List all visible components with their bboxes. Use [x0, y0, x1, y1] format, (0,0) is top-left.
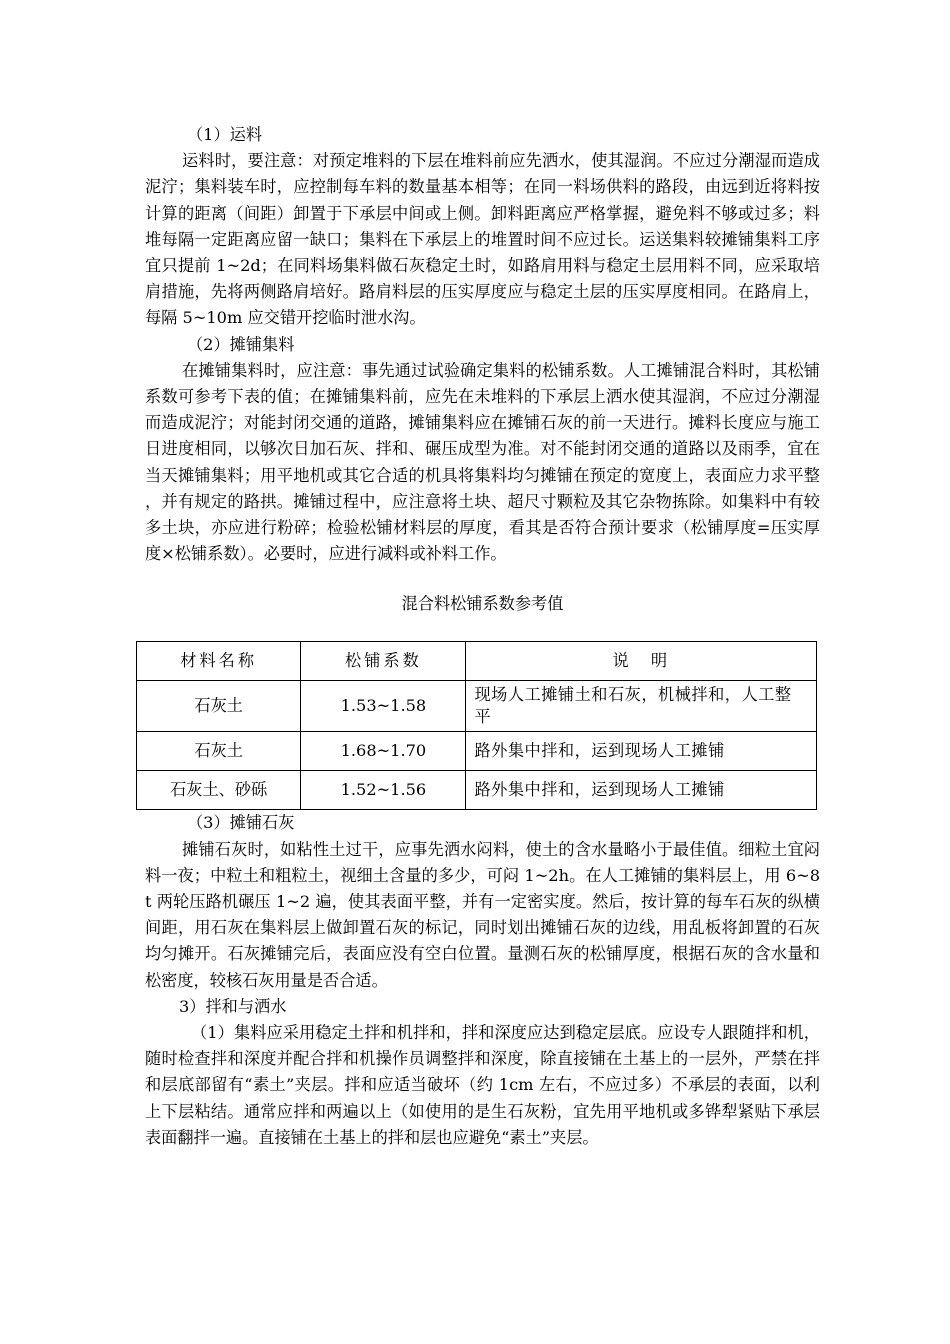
table-row	[137, 732, 817, 771]
table-cell-note: 路外集中拌和，运到现场人工摊铺	[466, 732, 817, 771]
table-cell-note: 路外集中拌和，运到现场人工摊铺	[466, 771, 817, 810]
table-header-material: 材料名称	[137, 642, 301, 681]
paragraph-transport: 运料时，要注意：对预定堆料的下层在堆料前应先洒水，使其湿润。不应过分潮湿而造成泥泞；集料装车时，应控制每车料的数量基本相等；在同一料场供料的路段，由远到近将料按计算的距离（间距）卸置于下承层中间或上侧。卸料距离应严格掌握，避免料不够或过多；料堆每隔一定距离应留一缺口；集料在下承层上的堆置时间不应过长。运送集料较摊铺集料工序宜只提前 1~2d；在同料场集料做石灰稳定土时，如路肩用料与稳定土层用料不同，应采取培肩措施，先将两侧路肩培好。路肩料层的压实厚度应与稳定土层的压实厚度相同。在路肩上，每隔 5~10m 应交错开挖临时泄水沟。	[145, 151, 820, 328]
section-heading-spread-lime: （3）摊铺石灰	[187, 813, 295, 833]
table-row	[137, 681, 817, 732]
table-cell-material: 石灰土、砂砾	[137, 771, 301, 810]
paragraph-mixing-watering: （1）集料应采用稳定土拌和机拌和，拌和深度应达到稳定层底。应设专人跟随拌和机，随时检查拌和深度并配合拌和机操作员调整拌和深度，除直接铺在土基上的一层外，严禁在拌和层底部留有“素土”夹层。拌和应适当破坏（约 1cm 左右，不应过多）不承层的表面，以利上下层粘结。通常应拌和两遍以上（如使用的是生石灰粉，宜先用平地机或多铧犁紧贴下承层表面翻拌一遍。直接铺在土基上的拌和层也应避免“素土”夹层。	[145, 1023, 820, 1147]
section-heading-mixing-watering: 3）拌和与洒水	[179, 996, 287, 1016]
table-cell-coefficient: 1.53~1.58	[301, 681, 466, 732]
table-row	[137, 771, 817, 810]
loose-coefficient-table	[136, 641, 817, 810]
table-header-note: 说 明	[466, 642, 817, 681]
paragraph-spread-aggregate: 在摊铺集料时，应注意：事先通过试验确定集料的松铺系数。人工摊铺混合料时，其松铺系数可参考下表的值；在摊铺集料前，应先在未堆料的下承层上洒水使其湿润，不应过分潮湿而造成泥泞；对能封闭交通的道路，摊铺集料应在摊铺石灰的前一天进行。摊料长度应与施工日进度相同，以够次日加石灰、拌和、碾压成型为准。对不能封闭交通的道路以及雨季，宜在当天摊铺集料；用平地机或其它合适的机具将集料均匀摊铺在预定的宽度上，表面应力求平整，并有规定的路拱。摊铺过程中，应注意将土块、超尺寸颗粒及其它杂物拣除。如集料中有较多土块，亦应进行粉碎；检验松铺材料层的厚度，看其是否符合预计要求（松铺厚度=压实厚度×松铺系数）。必要时，应进行减料或补料工作。	[145, 360, 820, 564]
table-cell-note: 现场人工摊铺土和石灰，机械拌和，人工整平	[466, 681, 817, 732]
table-cell-coefficient: 1.52~1.56	[301, 771, 466, 810]
document-body	[145, 122, 820, 1151]
table-cell-material: 石灰土	[137, 681, 301, 732]
section-heading-spread-aggregate: （2）摊铺集料	[187, 334, 295, 354]
table-header-coefficient: 松铺系数	[301, 642, 466, 681]
table-cell-coefficient: 1.68~1.70	[301, 732, 466, 771]
section-heading-transport: （1）运料	[187, 125, 263, 144]
table-title: 混合料松铺系数参考值	[401, 594, 564, 614]
table-cell-material: 石灰土	[137, 732, 301, 771]
paragraph-spread-lime: 摊铺石灰时，如粘性土过干，应事先洒水闷料，使土的含水量略小于最佳值。细粒土宜闷料一夜；中粒土和粗粒土，视细土含量的多少，可闷 1~2h。在人工摊铺的集料层上，用 6~8t 两轮压路机碾压 1~2 遍，使其表面平整，并有一定密实度。然后，按计算的每车石灰的纵横间距，用石灰在集料层上做卸置石灰的标记，同时划出摊铺石灰的边线，用乱板将卸置的石灰均匀摊开。石灰摊铺完后，表面应没有空白位置。量测石灰的松铺厚度，根据石灰的含水量和松密度，较核石灰用量是否合适。	[145, 839, 820, 990]
table-header-row	[137, 642, 817, 681]
